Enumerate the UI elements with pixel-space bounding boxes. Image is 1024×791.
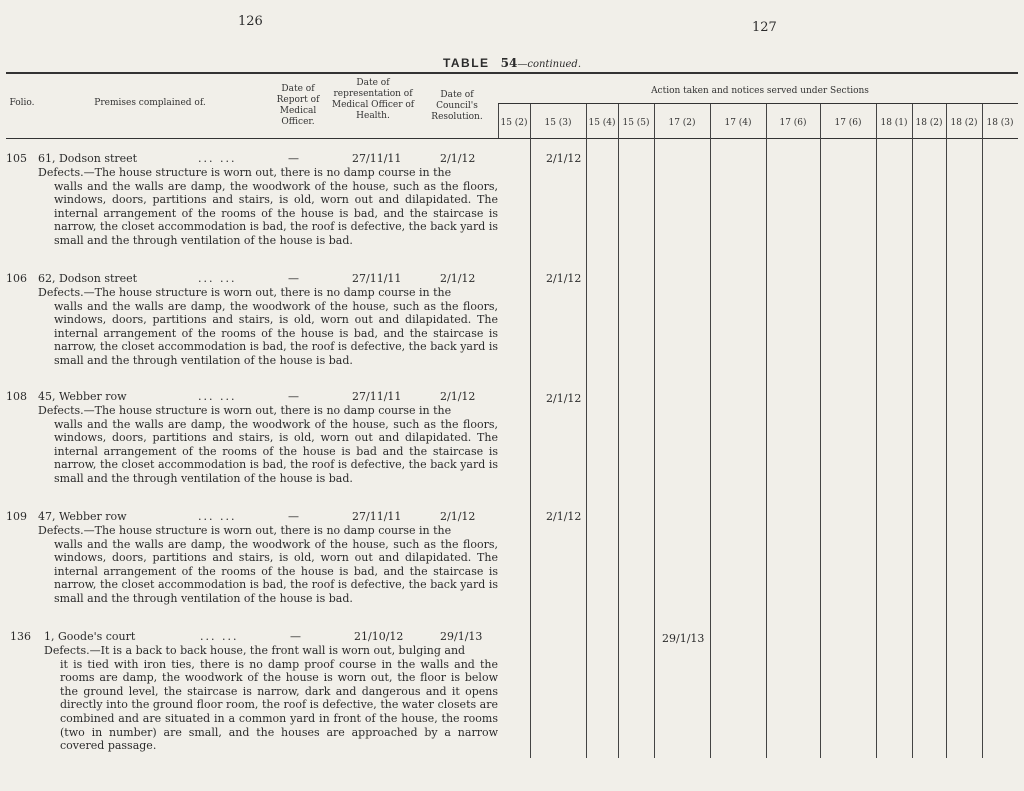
section-header: 18 (1) — [880, 118, 908, 128]
table-title — [0, 52, 1024, 71]
premises-name: 1, Goode's court — [44, 630, 136, 643]
header-top-rule — [6, 72, 1018, 74]
date-resolution: 2/1/12 — [440, 152, 476, 165]
premises-name: 62, Dodson street — [38, 272, 138, 285]
title-number: 54 — [500, 56, 518, 70]
action-date: 29/1/13 — [662, 632, 705, 645]
defects-text — [38, 524, 498, 606]
section-header: 18 (2) — [950, 118, 978, 128]
column-rule — [530, 104, 531, 758]
title-suffix: —continued. — [517, 59, 582, 70]
header-premises: Premises complained of. — [94, 98, 206, 108]
date-resolution: 2/1/12 — [440, 510, 476, 523]
folio-number: 109 — [6, 510, 27, 523]
leader-dots: ... ... — [198, 510, 237, 523]
header-folio: Folio. — [9, 98, 35, 108]
defects-first-line: Defects.—The house structure is worn out, there is no damp course in the — [38, 524, 452, 537]
section-header: 18 (3) — [986, 118, 1014, 128]
defects-continuation: walls and the walls are damp, the woodwork of the house, such as the floors, windows, doors, partitions and stairs, is old, worn out and dilapidated. The internal arrangement of the rooms of the house is bad, and the staircase is narrow, the closet accommodation is bad, the roof is defective, the back yard is small and the through ventilation of the house is bad. — [54, 179, 498, 247]
column-rule — [498, 104, 499, 138]
defects-continuation: it is tied with iron ties, there is no damp proof course in the walls and the rooms are damp, the woodwork of the house is worn out, the floor is below the ground level, the staircase is narrow, dark and dangerous and it opens directly into the ground floor room, the roof is defective, the water closets are combined and are situated in a common yard in front of the house, the rooms (two in number) are small, and the houses are approached by a narrow covered passage. — [60, 657, 498, 753]
action-date: 2/1/12 — [546, 152, 582, 165]
folio-number: 136 — [10, 630, 31, 643]
date-representation: 27/11/11 — [352, 390, 402, 403]
date-report: — — [288, 510, 299, 523]
action-date: 2/1/12 — [546, 272, 582, 285]
defects-continuation: walls and the walls are damp, the woodwork of the house, such as the floors, windows, doors, partitions and stairs, is old, worn out and dilapidated. The internal arrangement of the rooms of the house is bad, and the staircase is narrow, the closet accommodation is bad, the roof is defective, the back yard is small and the through ventilation of the house is bad. — [54, 537, 498, 605]
defects-text — [44, 644, 498, 753]
column-rule — [710, 104, 711, 758]
section-header: 15 (5) — [622, 118, 650, 128]
date-report: — — [290, 630, 301, 643]
defects-first-line: Defects.—The house structure is worn out, there is no damp course in the — [38, 166, 452, 179]
column-rule — [982, 104, 983, 758]
column-rule — [654, 104, 655, 758]
column-rule — [820, 104, 821, 758]
defects-first-line: Defects.—The house structure is worn out, there is no damp course in the — [38, 404, 452, 417]
date-resolution: 2/1/12 — [440, 272, 476, 285]
defects-text — [38, 404, 498, 486]
folio-number: 108 — [6, 390, 27, 403]
page-number-right: 127 — [752, 20, 777, 35]
date-resolution: 29/1/13 — [440, 630, 483, 643]
header-action: Action taken and notices served under Sections — [651, 86, 869, 96]
defects-first-line: Defects.—The house structure is worn out, there is no damp course in the — [38, 286, 452, 299]
section-header: 15 (2) — [500, 118, 528, 128]
date-representation: 21/10/12 — [354, 630, 404, 643]
premises-name: 61, Dodson street — [38, 152, 138, 165]
section-header: 17 (6) — [834, 118, 862, 128]
section-header: 15 (3) — [544, 118, 572, 128]
leader-dots: ... ... — [198, 390, 237, 403]
action-date: 2/1/12 — [546, 392, 582, 405]
defects-text — [38, 286, 498, 368]
section-header: 18 (2) — [915, 118, 943, 128]
column-rule — [912, 104, 913, 758]
folio-number: 105 — [6, 152, 27, 165]
section-header: 17 (2) — [668, 118, 696, 128]
leader-dots: ... ... — [198, 152, 237, 165]
page-number-left: 126 — [238, 14, 263, 29]
column-rule — [618, 104, 619, 758]
date-report: — — [288, 390, 299, 403]
date-report: — — [288, 152, 299, 165]
column-rule — [766, 104, 767, 758]
column-rule — [586, 104, 587, 758]
action-date: 2/1/12 — [546, 510, 582, 523]
section-header: 15 (4) — [588, 118, 616, 128]
date-representation: 27/11/11 — [352, 152, 402, 165]
header-date-report: Date of Report of Medical Officer. — [276, 84, 320, 127]
date-resolution: 2/1/12 — [440, 390, 476, 403]
premises-name: 47, Webber row — [38, 510, 127, 523]
leader-dots: ... ... — [200, 630, 239, 643]
column-rule — [876, 104, 877, 758]
header-date-representation: Date of representation of Medical Officer of Health. — [331, 78, 415, 121]
title-word: TABLE — [442, 56, 490, 70]
leader-dots: ... ... — [198, 272, 237, 285]
action-header-rule — [498, 103, 1018, 104]
defects-continuation: walls and the walls are damp, the woodwork of the house, such as the floors, windows, doors, partitions and stairs, is old, worn out and dilapidated. The internal arrangement of the rooms of the house is bad and the staircase is narrow, the closet accommodation is bad, the roof is defective, the back yard is small and the through ventilation of the house is bad. — [54, 417, 498, 485]
section-header: 17 (4) — [724, 118, 752, 128]
premises-name: 45, Webber row — [38, 390, 127, 403]
header-bottom-rule — [6, 138, 1018, 139]
date-representation: 27/11/11 — [352, 510, 402, 523]
defects-first-line: Defects.—It is a back to back house, the front wall is worn out, bulging and — [44, 644, 466, 657]
folio-number: 106 — [6, 272, 27, 285]
column-rule — [946, 104, 947, 758]
date-representation: 27/11/11 — [352, 272, 402, 285]
defects-text — [38, 166, 498, 248]
section-header: 17 (6) — [779, 118, 807, 128]
date-report: — — [288, 272, 299, 285]
defects-continuation: walls and the walls are damp, the woodwork of the house, such as the floors, windows, doors, partitions and stairs, is old, worn out and dilapidated. The internal arrangement of the rooms of the house is bad, and the staircase is narrow, the closet accommodation is bad, the roof is defective, the back yard is small and the through ventilation of the house is bad. — [54, 299, 498, 367]
header-date-resolution: Date of Council's Resolution. — [431, 90, 483, 122]
